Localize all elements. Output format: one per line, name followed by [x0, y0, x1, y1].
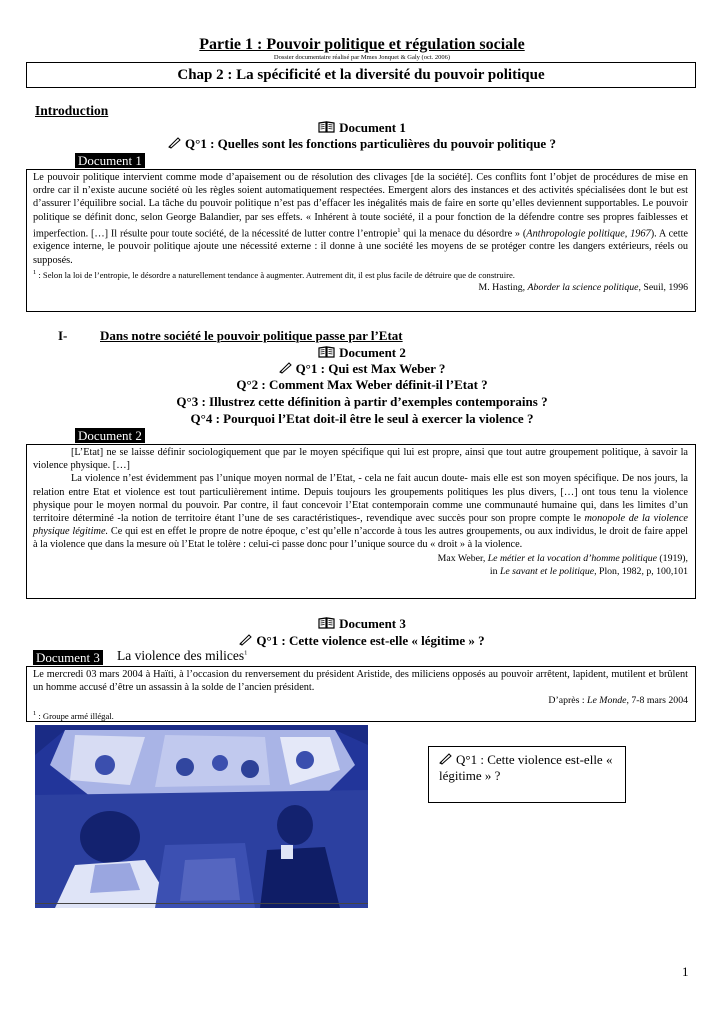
doc2-para-1: [L’Etat] ne se laisse définir sociologiquement que par le moyen spécifique qui lui est propre, ainsi que tout autre groupement politique, à savoir la violence physique. […]	[33, 447, 688, 472]
doc1-footnote: $^1$ : Selon la loi de l’entropie, le désordre a naturellement tendance à augmenter. Autrement dit, il est plus facile de détruire que de construire.	[33, 268, 515, 280]
pencil-icon	[279, 362, 292, 374]
doc2-heading-text: Document 2	[339, 345, 406, 360]
doc2-source-2: in Le savant et le politique, Plon, 1982, p, 100,101	[489, 565, 688, 577]
section-number: I-	[58, 328, 68, 343]
pencil-icon	[439, 753, 452, 765]
doc1-question-text: Q°1 : Quelles sont les fonctions particulières du pouvoir politique ?	[185, 136, 556, 151]
doc3-text: Le mercredi 03 mars 2004 à Haïti, à l’occasion du renversement du président Aristide, des miliciens opposés au pouvoir arrêtent, lapident, mutilent et brûlent un homme accusé d’être un assassin à la solde de l’ancien président.	[33, 669, 688, 694]
doc2-heading	[0, 345, 724, 361]
doc2-question-1-text: Q°1 : Qui est Max Weber ?	[295, 361, 446, 376]
page-title: Partie 1 : Pouvoir politique et régulation sociale	[199, 36, 525, 53]
side-question-text: Q°1 : Cette violence est-elle « légitime » ?	[439, 752, 613, 783]
doc3-label: Document 3	[33, 650, 103, 665]
doc1-source: M. Hasting, Aborder la science politique, Seuil, 1996	[478, 281, 688, 293]
doc1-heading	[0, 120, 724, 136]
chapter-title: Chap 2 : La spécificité et la diversité du pouvoir politique	[26, 62, 696, 88]
doc3-heading	[0, 616, 724, 632]
doc2-question-3: Q°3 : Illustrez cette définition à partir d’exemples contemporains ?	[176, 394, 548, 409]
doc1-box	[26, 169, 696, 312]
book-icon	[318, 617, 335, 629]
doc2-label: Document 2	[75, 428, 145, 443]
intro-heading: Introduction	[35, 103, 109, 118]
doc2-question-1	[0, 361, 724, 377]
book-icon	[318, 346, 335, 358]
doc1-label: Document 1	[75, 153, 145, 168]
doc3-box	[26, 666, 696, 722]
doc3-question-text: Q°1 : Cette violence est-elle « légitime » ?	[256, 633, 485, 648]
doc2-source-1: Max Weber, Le métier et la vocation d’homme politique (1919),	[437, 552, 688, 564]
doc2-box	[26, 444, 696, 599]
page-subtitle: Dossier documentaire réalisé par Mmes Jonquet & Galy (oct. 2006)	[273, 54, 451, 61]
doc3-heading-text: Document 3	[339, 616, 406, 631]
doc1-question	[0, 136, 724, 152]
section-title: Dans notre société le pouvoir politique passe par l’Etat	[100, 328, 403, 343]
doc2-para-2: La violence n’est évidemment pas l’unique moyen normal de l’Etat, - cela ne fait aucun doute- mais elle est son moyen spécifique. De nos jours, la relation entre Etat et violence est tout particulièrement intime. Depuis toujours les groupements politiques les plus divers, […] ont tous tenu la violence physique pour le moyen normal du pouvoir. Par contre, il faut concevoir l’Etat contemporain comme une communauté humaine qui, dans les limites d’un territoire déterminé -la notion de territoire étant l’une de ses caractéristiques-, revendique avec succès pour son propre compte le monopole de la violence physique légitime. Ce qui est en effet le propre de notre époque, c’est qu’elle n’accorde à tous les autres groupements, ou aux individus, le droit de faire appel à la violence que dans la mesure où l’Etat le tolère : celui-ci passe donc pour l’unique source du « droit » à la violence.	[33, 473, 688, 551]
doc2-question-4: Q°4 : Pourquoi l’Etat doit-il être le seul à exercer la violence ?	[190, 411, 534, 426]
militia-photo	[35, 725, 368, 908]
doc1-text: Le pouvoir politique intervient comme mode d’apaisement ou de résolution des clivages [de la société]. Ces conflits font l’objet de procédures de mise en ordre car il n’existe aucune société où les règles soient automatiquement respectées. Emergent alors des instances et des activités spécialisées dont le but est d’assurer l’équilibre social. La tâche du pouvoir politique n’est pas d’effacer les inégalités mais de faire en sorte qu’elles deviennent supportables. Le pouvoir politique se définit donc, selon George Balandier, par ses effets. « Inhérent à toute société, il a pour fonction de la défendre contre ses propres faiblesses et imperfection. […] Il résulte pour toute société, de la nécessité de lutter contre l’entropie$^1$ qui la menace du désordre » (Anthropologie politique, 1967). A cette exigence interne, le pouvoir politique ajoute une nécessité externe : il donne à une société les moyens de se protéger contre les dangers extérieurs, réels ou supposés.	[33, 172, 688, 266]
doc3-footnote: $^1$ : Groupe armé illégal.	[33, 709, 114, 721]
pencil-icon	[168, 137, 181, 149]
doc1-heading-text: Document 1	[339, 120, 406, 135]
doc3-question	[0, 633, 724, 649]
book-icon	[318, 121, 335, 133]
doc3-source: D’après : Le Monde, 7-8 mars 2004	[548, 695, 688, 707]
page-number: 1	[682, 964, 689, 979]
doc3-caption: La violence des milices$^1$	[117, 648, 248, 663]
photo-divider	[35, 903, 368, 904]
pencil-icon	[239, 634, 252, 646]
side-question-box	[428, 746, 626, 803]
doc2-question-2: Q°2 : Comment Max Weber définit-il l’Etat ?	[236, 377, 488, 392]
photo-illustration	[35, 725, 368, 908]
